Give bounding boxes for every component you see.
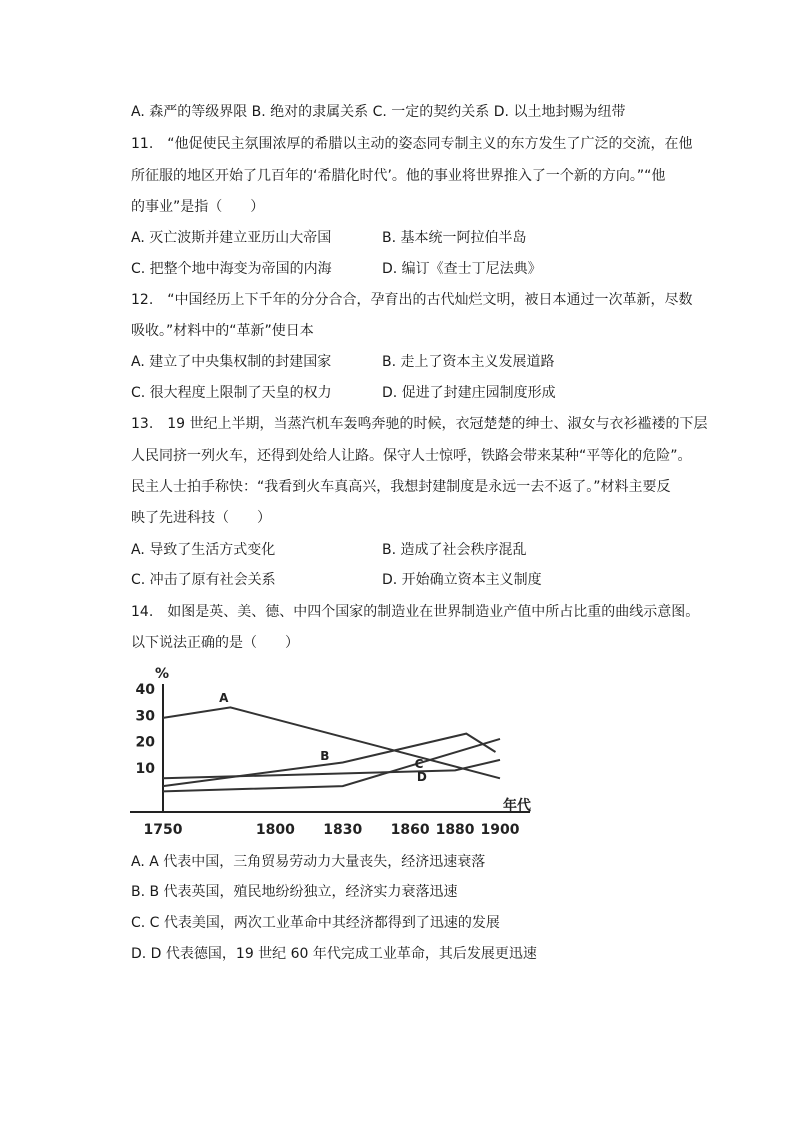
question-13-option-b: B. 造成了社会秩序混乱 — [382, 542, 527, 558]
question-11-stem-line-3: 的事业”是指（ ） — [131, 199, 265, 215]
y-tick-label: 30 — [135, 708, 155, 725]
x-tick-label: 1860 — [390, 822, 430, 838]
question-13-option-a: A. 导致了生活方式变化 — [131, 542, 276, 558]
question-11-option-a: A. 灭亡波斯并建立亚历山大帝国 — [131, 230, 332, 246]
series-label-a: A — [219, 691, 229, 706]
question-13-option-c: C. 冲击了原有社会关系 — [131, 572, 276, 588]
x-tick-label: 1830 — [323, 822, 363, 838]
question-14-option-d: D. D 代表德国，19 世纪 60 年代完成工业革命，其后发展更迅速 — [131, 946, 537, 962]
y-tick-label: 10 — [135, 760, 155, 777]
x-tick-label: 1750 — [143, 822, 183, 838]
series-label-b: B — [320, 748, 330, 763]
chart-svg — [125, 664, 545, 844]
question-12-option-b: B. 走上了资本主义发展道路 — [382, 354, 555, 370]
question-13-stem-line-4: 映了先进科技（ ） — [131, 510, 271, 526]
question-14-stem-line-1: 14. 如图是英、美、德、中四个国家的制造业在世界制造业产值中所占比重的曲线示意图。 — [131, 604, 700, 620]
question-11-option-b: B. 基本统一阿拉伯半岛 — [382, 230, 527, 246]
question-14-option-c: C. C 代表美国，两次工业革命中其经济都得到了迅速的发展 — [131, 915, 500, 931]
question-14-stem-line-2: 以下说法正确的是（ ） — [131, 635, 299, 651]
question-11-option-c: C. 把整个地中海变为帝国的内海 — [131, 261, 332, 277]
question-11-stem-line-2: 所征服的地区开始了几百年的‘希腊化时代’。他的事业将世界推入了一个新的方向。”“他 — [131, 168, 666, 184]
question-14-option-b: B. B 代表英国，殖民地纷纷独立，经济实力衰落迅速 — [131, 884, 458, 900]
series-label-c: C — [414, 756, 424, 771]
question-12-option-d: D. 促进了封建庄园制度形成 — [382, 385, 556, 401]
series-line-a — [163, 707, 500, 778]
question-12-stem-line-1: 12. “中国经历上下千年的分分合合，孕育出的古代灿烂文明，被日本通过一次革新，尽数 — [131, 292, 693, 308]
question-13-stem-line-1: 13. 19 世纪上半期，当蒸汽机车轰鸣奔驰的时候，衣冠楚楚的绅士、淑女与衣衫褴褛的下层 — [131, 416, 708, 432]
question-12-stem-line-2: 吸收。”材料中的“革新”使日本 — [131, 323, 314, 339]
question-12-option-a: A. 建立了中央集权制的封建国家 — [131, 354, 332, 370]
y-tick-label: 20 — [135, 734, 155, 751]
series-label-d: D — [416, 769, 427, 784]
series-line-d — [163, 760, 500, 778]
x-tick-label: 1880 — [435, 822, 475, 838]
manufacturing-share-chart — [125, 664, 545, 844]
question-13-stem-line-3: 民主人士拍手称快：“我看到火车真高兴，我想封建制度是永远一去不返了。”材料主要反 — [131, 479, 671, 495]
question-11-stem-line-1: 11. “他促使民主氛围浓厚的希腊以主动的姿态同专制主义的东方发生了广泛的交流，在他 — [131, 136, 693, 152]
question-13-stem-line-2: 人民同挤一列火车，还得到处给人让路。保守人士惊呼，铁路会带来某种“平等化的危险”。 — [131, 448, 692, 464]
top-options-line: A. 森严的等级界限 B. 绝对的隶属关系 C. 一定的契约关系 D. 以土地封赐为纽带 — [131, 104, 626, 120]
x-axis-label: 年代 — [503, 798, 531, 814]
x-tick-label: 1800 — [255, 822, 295, 838]
x-tick-label: 1900 — [480, 822, 520, 838]
question-14-option-a: A. A 代表中国，三角贸易劳动力大量丧失，经济迅速衰落 — [131, 854, 486, 870]
question-13-option-d: D. 开始确立资本主义制度 — [382, 572, 542, 588]
y-axis-label: % — [155, 666, 170, 682]
question-12-option-c: C. 很大程度上限制了天皇的权力 — [131, 385, 332, 401]
question-11-option-d: D. 编订《查士丁尼法典》 — [382, 261, 542, 277]
y-tick-label: 40 — [135, 682, 155, 698]
